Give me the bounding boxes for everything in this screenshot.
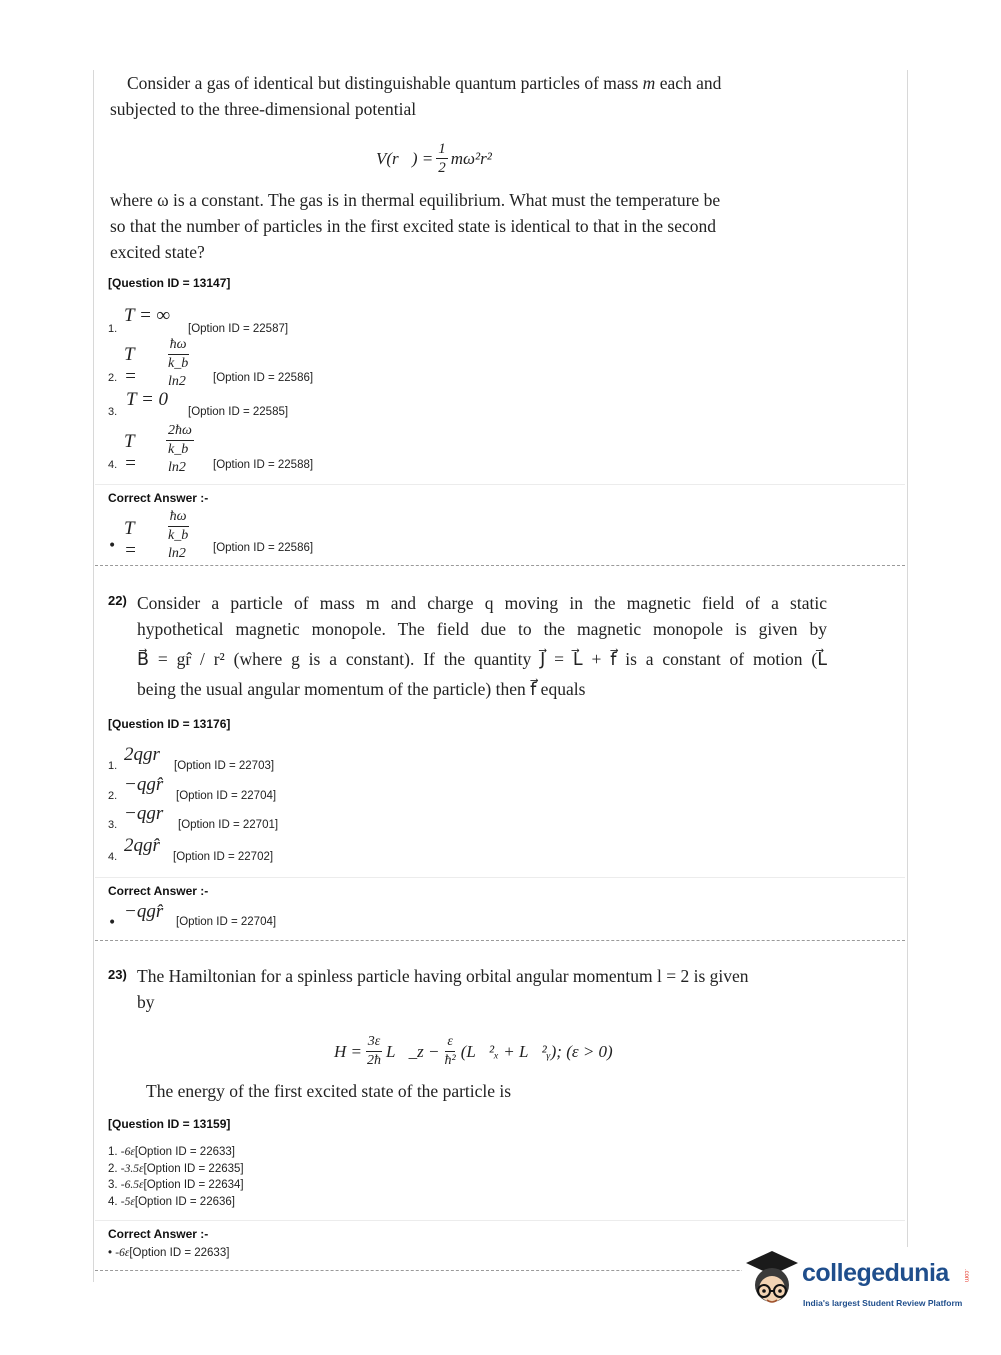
q23-number: 23) — [108, 967, 127, 982]
q23-option-2[interactable]: 2. -3.5ε[Option ID = 22635] — [108, 1162, 244, 1175]
q23-line2: by — [137, 992, 155, 1012]
logo-domain-suffix: .com — [963, 1269, 969, 1283]
q21-stem-line2: subjected to the three-dimensional potential — [110, 99, 417, 119]
q22-line4: being the usual angular momentum of the particle) then f⃗ equals — [137, 679, 586, 699]
graduate-mascot-icon — [742, 1247, 804, 1311]
q23-option-4[interactable]: 4. -5ε[Option ID = 22636] — [108, 1195, 235, 1208]
divider — [95, 877, 905, 878]
q21-correct-label: Correct Answer :- — [108, 491, 209, 505]
q22-question-id: [Question ID = 13176] — [108, 717, 231, 731]
q23-options-list — [108, 1144, 244, 1210]
q21-after-line2: so that the number of particles in the first excited state is identical to that in the second — [110, 216, 717, 236]
q23-line3: The energy of the first excited state of the particle is — [146, 1081, 512, 1101]
q21-stem-line1: Consider a gas of identical but distinguishable quantum particles of mass m each and — [127, 73, 722, 93]
q21-after-line3: excited state? — [110, 242, 205, 262]
divider — [95, 1220, 905, 1221]
q22-number: 22) — [108, 593, 127, 608]
q23-question-id: [Question ID = 13159] — [108, 1117, 231, 1131]
q23-correct-answer: • -6ε[Option ID = 22633] — [108, 1247, 230, 1259]
q23-line1: The Hamiltonian for a spinless particle having orbital angular momentum l = 2 is given — [137, 966, 749, 986]
q21-after-line1: where ω is a constant. The gas is in thermal equilibrium. What must the temperature be — [110, 190, 721, 210]
q23-option-1[interactable]: 1. -6ε[Option ID = 22633] — [108, 1146, 235, 1158]
q21-question-id: [Question ID = 13147] — [108, 276, 231, 290]
q22-line3: B⃗ = gr̂ / r² (where g is a constant). If the quantity J⃗ = L⃗ + f⃗ is a constant of motion (L⃗ — [137, 649, 827, 669]
question-separator — [95, 565, 905, 566]
divider — [95, 484, 905, 485]
q22-correct-label: Correct Answer :- — [108, 884, 209, 898]
q23-hamiltonian-formula: H = $\frac{3\varepsilon}{2ħ}$ L⃗_z − $\frac{\varepsilon}{\text{ħ²}}$ (L⃗²ₓ + L⃗²ᵧ); (ε > 0) — [334, 1034, 613, 1068]
q22-line2: hypothetical magnetic monopole. The field due to the magnetic monopole is given by — [137, 619, 827, 639]
question-separator — [95, 940, 905, 941]
q22-line1: Consider a particle of mass m and charge q moving in the magnetic field of a static — [137, 593, 827, 613]
q23-option-3[interactable]: 3. -6.5ε[Option ID = 22634] — [108, 1179, 244, 1191]
q23-correct-label: Correct Answer :- — [108, 1227, 209, 1241]
logo-tagline: India's largest Student Review Platform — [803, 1298, 963, 1308]
q21-potential-formula: V(r⃗) = $\frac{1}{2}$ mω²r² — [376, 141, 492, 176]
collegedunia-logo[interactable] — [742, 1247, 992, 1317]
logo-wordmark: collegedunia — [802, 1259, 949, 1287]
